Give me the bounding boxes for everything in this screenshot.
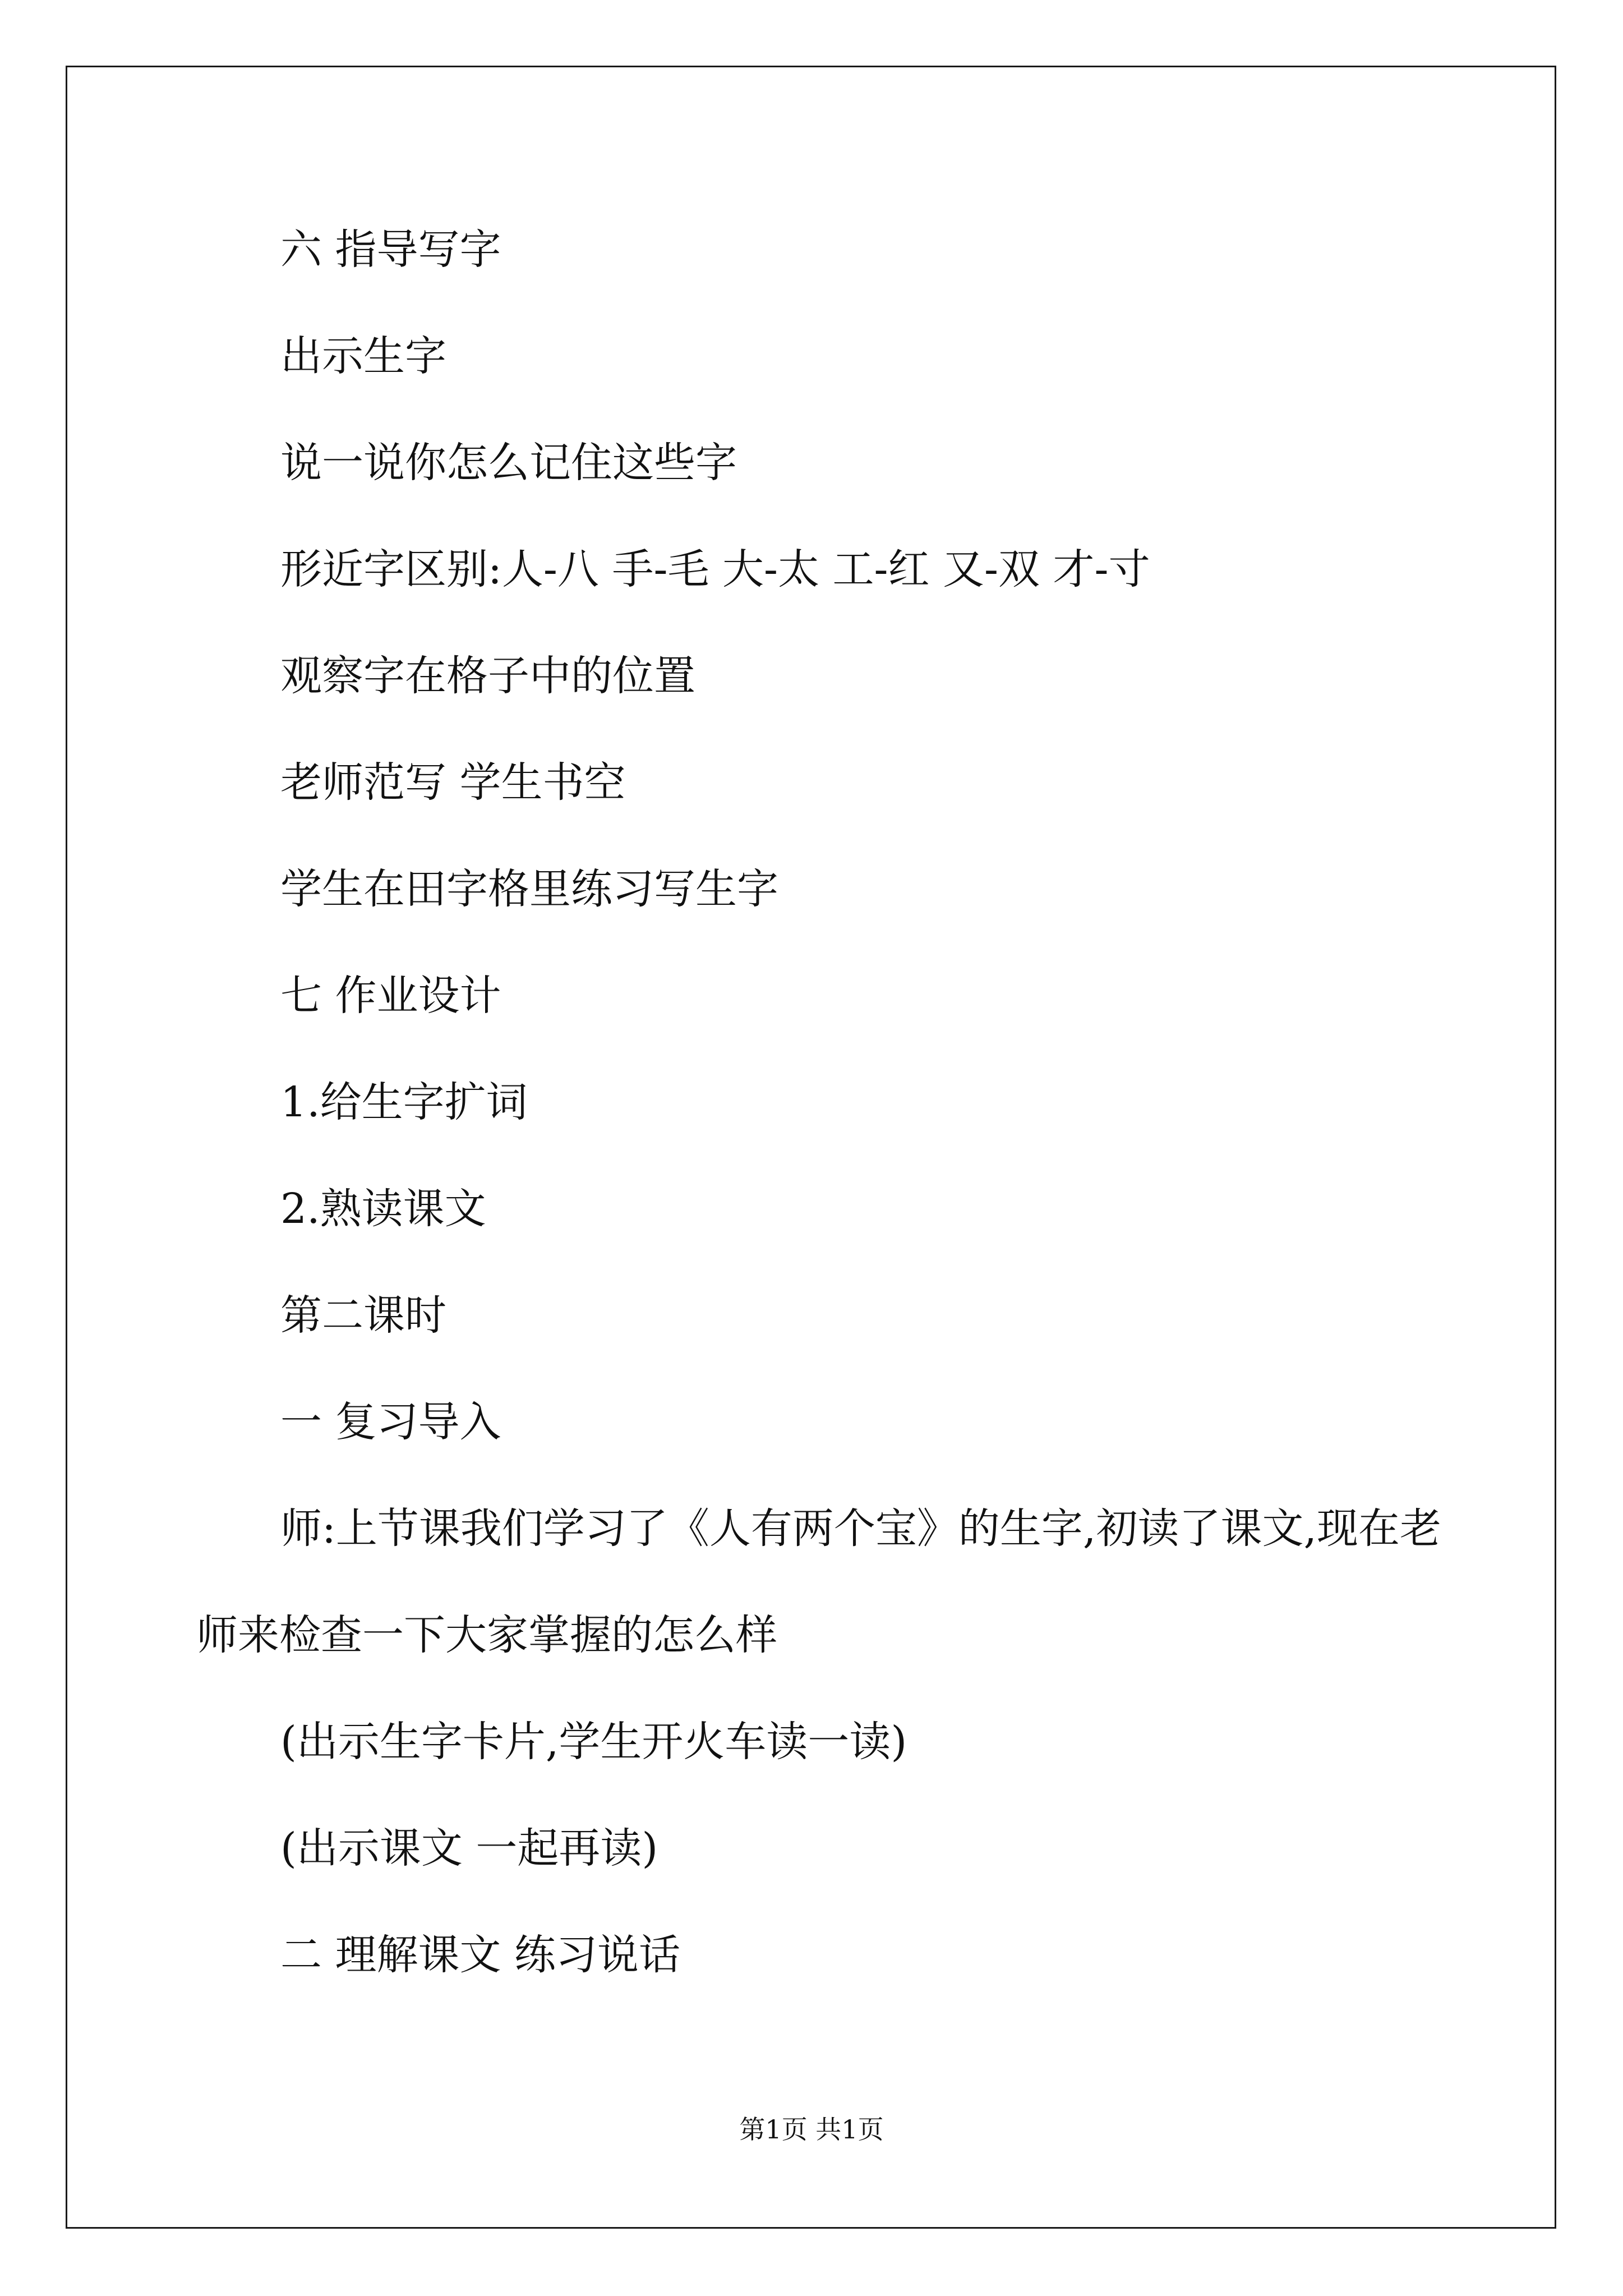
paragraph-line: 学生在田字格里练习写生字 [280, 865, 778, 913]
list-item: 2.熟读课文 [280, 1185, 486, 1233]
paragraph-line: 说一说你怎么记住这些字 [280, 439, 737, 487]
section-heading-7: 七 作业设计 [280, 972, 501, 1020]
paragraph-line: (出示生字卡片,学生开火车读一读) [280, 1718, 907, 1766]
lesson-heading: 第二课时 [280, 1291, 446, 1340]
paragraph-line: 师:上节课我们学习了《人有两个宝》的生字,初读了课文,现在老 [280, 1504, 1441, 1553]
page-footer: 第1页 共1页 [739, 2114, 884, 2145]
paragraph-line: 出示生字 [280, 332, 446, 380]
section-heading-6: 六 指导写字 [280, 226, 501, 274]
page-border [66, 66, 1556, 2229]
section-heading-2: 二 理解课文 练习说话 [280, 1931, 681, 1979]
paragraph-line: 形近字区别:人-八 手-毛 大-太 工-红 又-双 才-寸 [280, 545, 1150, 593]
paragraph-line: 老师范写 学生书空 [280, 758, 626, 807]
paragraph-line: 师来检查一下大家掌握的怎么样 [196, 1611, 777, 1659]
section-heading-1: 一 复习导入 [280, 1398, 501, 1446]
list-item: 1.给生字扩词 [280, 1078, 528, 1126]
paragraph-line: (出示课文 一起再读) [280, 1824, 658, 1872]
paragraph-line: 观察字在格子中的位置 [280, 652, 695, 700]
